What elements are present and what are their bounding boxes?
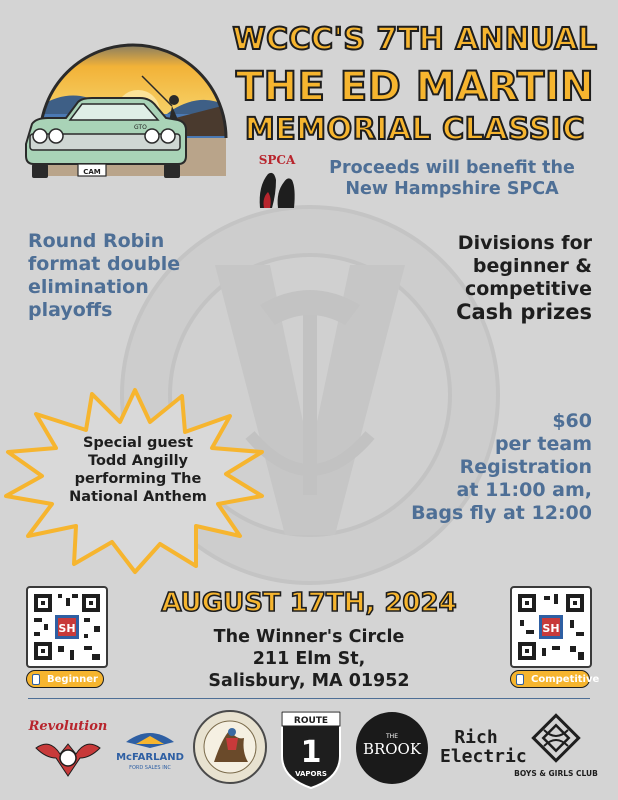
classic-car-sunset-image <box>22 26 244 198</box>
beginner-button[interactable]: Beginner <box>26 670 104 688</box>
svg-text:VAPORS: VAPORS <box>295 770 327 778</box>
special-guest-text: Special guest Todd Angilly performing The National Anthem <box>69 435 207 505</box>
route-1-vapors-logo <box>276 708 346 790</box>
spca-logo <box>254 152 300 212</box>
competitive-button[interactable]: Competitive <box>510 670 590 688</box>
qr-code-competitive[interactable] <box>510 586 592 668</box>
svg-text:THE: THE <box>386 733 398 740</box>
revolution-logo <box>26 714 110 786</box>
svg-text:McFARLAND: McFARLAND <box>116 752 184 763</box>
svg-text:SPCA: SPCA <box>258 153 296 167</box>
the-brook-logo <box>354 710 430 786</box>
rich-electric-logo: Rich Electric <box>440 727 527 767</box>
car-badge-text: GTO <box>134 124 147 131</box>
mcfarland-logo <box>112 724 188 774</box>
event-date: AUGUST 17TH, 2024 <box>161 588 457 618</box>
title-line-1: WCCC'S 7TH ANNUAL <box>232 22 598 57</box>
qr-center-label: SH <box>58 622 76 635</box>
svg-text:BOYS & GIRLS CLUB: BOYS & GIRLS CLUB <box>514 769 598 778</box>
svg-text:BROOK: BROOK <box>362 740 422 758</box>
svg-text:Revolution: Revolution <box>28 719 108 734</box>
title-line-2: THE ED MARTIN <box>235 64 595 110</box>
proceeds-text: Proceeds will benefit the New Hampshire SPCA <box>329 158 575 199</box>
sponsor-divider <box>28 698 590 699</box>
winners-circle-logo <box>192 708 268 786</box>
pricing-text: $60 per team Registration at 11:00 am, Bags fly at 12:00 <box>411 410 592 524</box>
phone-icon <box>32 674 40 685</box>
boys-girls-club-logo <box>514 712 598 784</box>
format-text: Round Robin format double elimination playoffs <box>28 230 181 321</box>
qr-code-beginner[interactable] <box>26 586 108 668</box>
svg-text:1: 1 <box>300 735 322 770</box>
qr-center-label: SH <box>542 622 560 635</box>
svg-text:FORD SALES INC: FORD SALES INC <box>129 765 171 771</box>
license-plate-text: CAM <box>83 168 101 176</box>
phone-icon <box>516 674 524 685</box>
venue-address: The Winner's Circle 211 Elm St, Salisbury, MA 01952 <box>208 627 410 691</box>
divisions-text: Divisions for beginner & competitive Cash prizes <box>456 232 592 324</box>
title-line-3: MEMORIAL CLASSIC <box>244 112 586 147</box>
svg-text:ROUTE: ROUTE <box>293 716 329 726</box>
